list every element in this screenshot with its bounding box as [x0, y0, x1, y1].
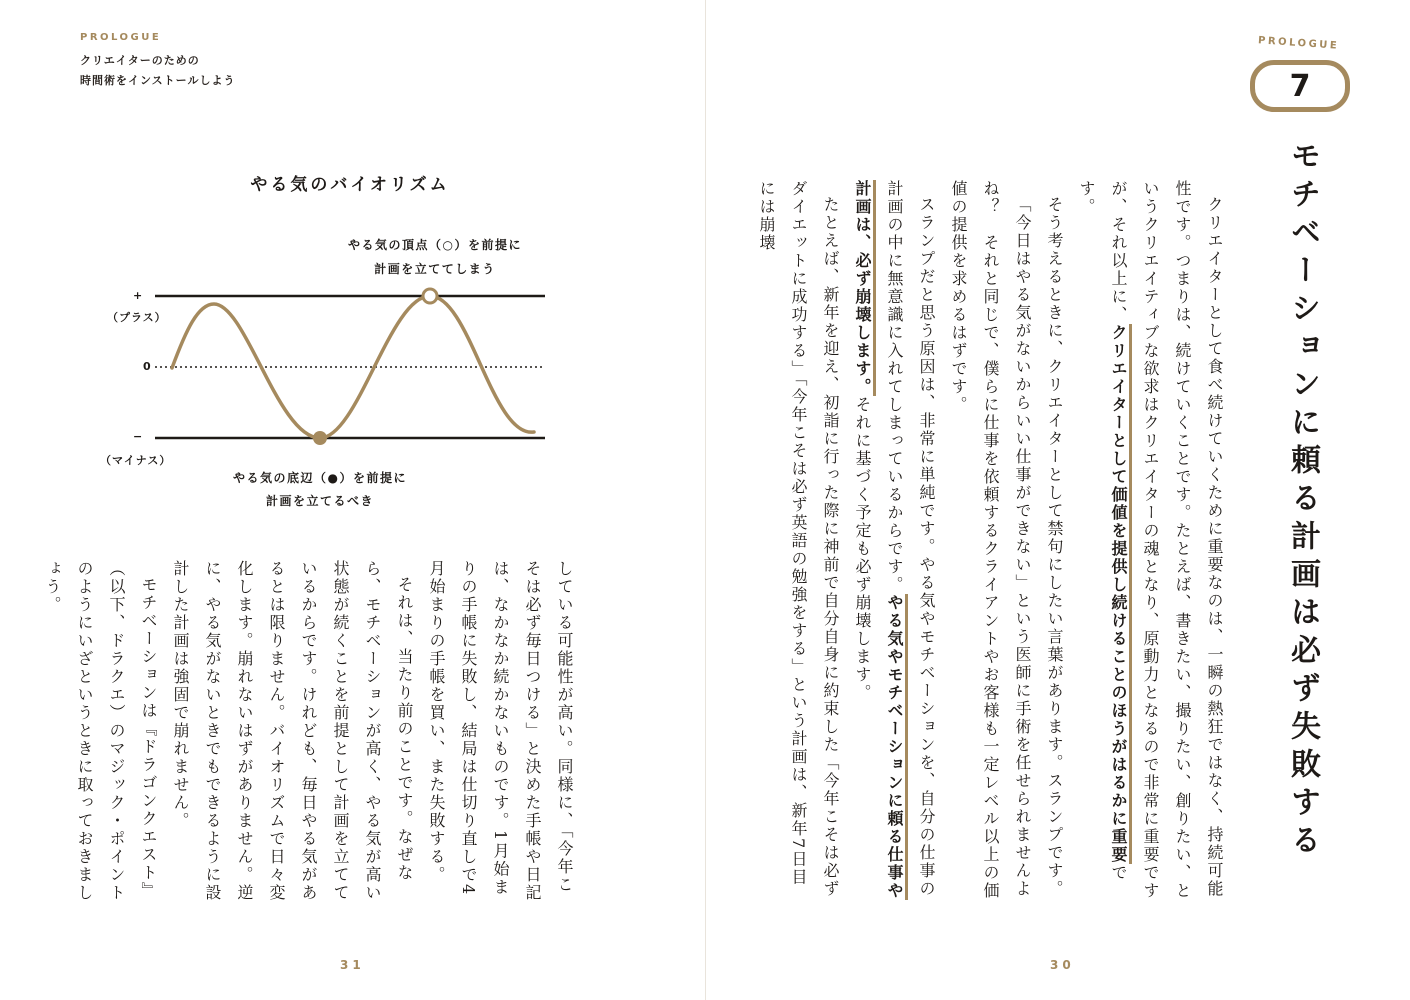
minus-text: （マイナス） — [100, 454, 172, 467]
p4-text-b: それに基づく予定も必ず崩壊します。 — [853, 396, 872, 702]
zero-label: 0 — [143, 360, 152, 373]
plus-label: + — [133, 289, 144, 302]
p4-highlight-2: 必ず崩壊します。 — [853, 252, 876, 396]
p4-highlight-1: やる気やモチベーションに頼る仕事や計画は、 — [853, 180, 908, 900]
running-header-line-1: クリエイターのための — [80, 54, 200, 67]
trough-annotation-line-1: やる気の底辺（●）を前提に — [233, 471, 407, 485]
right-paragraph-3: 「今日はやる気がないからいい仕事ができない」という医師に手術を任せられませんよね？ それと同じで、僕らに仕事を依頼するクライアントやお客様も一定レベル以上の価値の提供を求めるはずです。 — [949, 180, 1032, 900]
right-paragraph-5: たとえば、新年を迎え、初詣に行った際に神前で自分自身に約束した「今年こそは必ずダイエットに成功する」「今年こそは必ず英語の勉強をする」という計画は、新年7日目には崩壊 — [757, 180, 840, 898]
left-paragraph-3: モチベーションは『ドラゴンクエスト』（以下、ドラクエ）のマジック・ポイントのようにいざというときに取っておきましょう。 — [43, 560, 158, 902]
plus-text: （プラス） — [107, 311, 167, 324]
right-body-text — [757, 180, 1230, 900]
right-paragraph-1 — [1070, 180, 1230, 900]
peak-annotation-line-1: やる気の頂点（○）を前提に — [348, 238, 522, 252]
right-paragraph-2: そう考えるときに、クリエイターとして禁句にしたい言葉があります。スランプです。 — [1045, 196, 1064, 898]
p1-text-b: です。 — [1077, 180, 1128, 882]
chapter-header-label: PROLOGUE — [1257, 35, 1340, 52]
page-number-right: 30 — [1050, 958, 1075, 972]
minus-label: − — [133, 430, 144, 443]
left-paragraph-2: それは、当たり前のことです。なぜなら、モチベーションが高く、やる気が高い状態が続くことを前提として計画を立てているからです。けれども、毎日やる気があるとは限りません。バイオリズムで日々変化します。崩れないはずがありません。逆に、やる気がないときでもできるように設計した計画は強固で崩れません。 — [171, 560, 414, 902]
running-header-line-2: 時間術をインストールしよう — [80, 74, 236, 87]
running-header-label: PROLOGUE — [80, 32, 162, 43]
p4-text-a: スランプだと思う原因は、非常に単純です。やる気やモチベーションを、自分の仕事の計画の中に無意識に入れてしまっているからです。 — [885, 180, 936, 898]
p1-highlight: クリエイターとして価値を提供し続けることのほうがはるかに重要 — [1109, 324, 1132, 864]
biorhythm-diagram — [150, 280, 560, 460]
trough-marker-filled — [313, 431, 327, 445]
chapter-title: モチベーションに頼る計画は必ず失敗する — [1285, 140, 1320, 862]
peak-annotation-line-2: 計画を立ててしまう — [374, 262, 496, 276]
peak-marker-hollow — [423, 289, 437, 303]
page-number-left: 31 — [340, 958, 365, 972]
page-gutter — [705, 0, 706, 1000]
figure-title: やる気のバイオリズム — [250, 175, 450, 195]
left-paragraph-1: している可能性が高い。同様に、「今年こそは必ず毎日つける」と決めた手帳や日記は、なかなか続かないものです。1月始まりの手帳に失敗し、結局は仕切り直しで4月始まりの手帳を買い、また失敗する。 — [427, 560, 574, 902]
p1-text-a: クリエイターとして食べ続けていくために重要なのは、一瞬の熱狂ではなく、持続可能性です。つまりは、続けていくことです。たとえば、書きたい、撮りたい、創りたい、というクリエイティブな欲求はクリエイターの魂となり、原動力となるので非常に重要ですが、それ以上に、 — [1109, 180, 1224, 900]
trough-annotation-line-2: 計画を立てるべき — [265, 494, 374, 508]
chapter-number-badge: 7 — [1250, 60, 1350, 112]
left-body-text — [43, 560, 580, 910]
right-paragraph-4 — [846, 180, 942, 900]
